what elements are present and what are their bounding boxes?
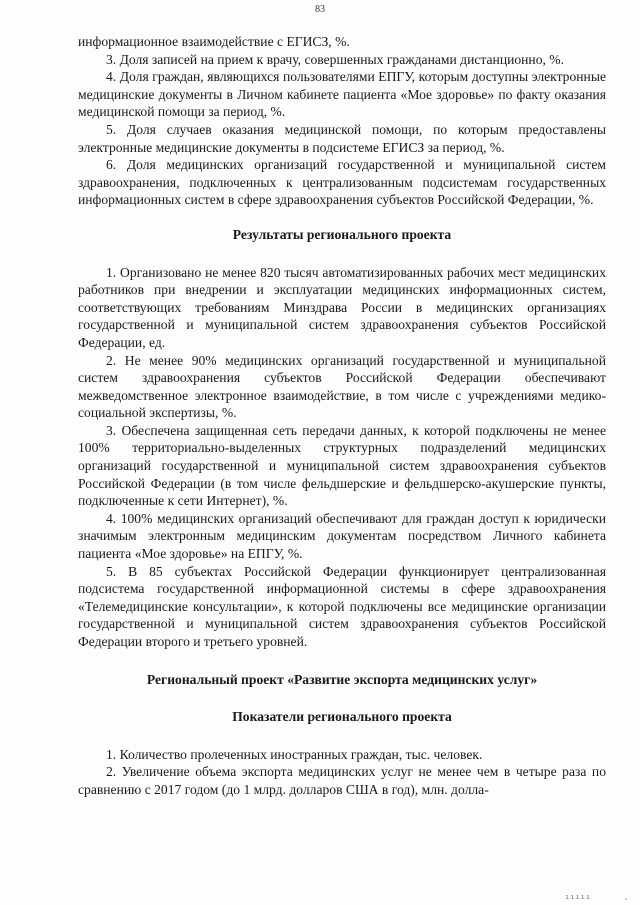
heading-indicators: Показатели регионального проекта [232,709,452,725]
paragraph: 1. Организовано не менее 820 тысяч автоматизированных рабочих мест медицинских работников при внедрении и эксплуатации медицинских информационных систем, соответствующих требованиям Минздрава России в медицинских организациях государственной и муниципальной систем здравоохранения субъектов Российской Федерации, ед. [78,264,606,350]
heading-results: Результаты регионального проекта [232,226,452,242]
scan-artifact: ııııı [565,893,592,901]
paragraph: 4. 100% медицинских организаций обеспечивают для граждан доступ к юридически значимым электронным медицинским документам посредством Личного кабинета пациента «Мое здоровье» на ЕПГУ, %. [78,510,606,562]
indicators-list [78,746,606,799]
paragraph: 4. Доля граждан, являющихся пользователями ЕПГУ, которым доступны электронные медицинские документы в Личном кабинете пациента «Мое здоровье» по факту оказания медицинской помощи за период, %. [78,69,606,120]
document-body [78,33,606,799]
indicators-continued [78,33,606,209]
scan-artifact: ‚ [624,893,630,901]
paragraph: 1. Количество пролеченных иностранных граждан, тыс. человек. [106,746,483,762]
page-number: 83 [315,4,325,15]
paragraph: 3. Обеспечена защищенная сеть передачи данных, к которой подключены не менее 100% территориально-выделенных структурных подразделений медицинских организаций государственной и муниципальной систем здравоохранения субъектов Российской Федерации (в том числе фельдшерские и фельдшерско-акушерские пункты, подключенные к сети Интернет), %. [78,422,606,509]
results-list [78,264,606,651]
heading-project: Региональный проект «Развитие экспорта медицинских услуг» [146,671,538,687]
paragraph: 2. Не менее 90% медицинских организаций государственной и муниципальной систем здравоохранения субъектов Российской Федерации обеспечивают межведомственное электронное взаимодействие, в том числе с учреждениями медико-социальной экспертизы, %. [78,352,606,421]
paragraph: 6. Доля медицинских организаций государственной и муниципальной систем здравоохранения, подключенных к централизованным подсистемам государственных информационных систем в сфере здравоохранения субъектов Российской Федерации, %. [78,157,606,208]
paragraph: информационное взаимодействие с ЕГИСЗ, %. [78,34,350,49]
paragraph: 5. Доля случаев оказания медицинской помощи, по которым предоставлены электронные медицинские документы в подсистеме ЕГИСЗ за период, %. [78,121,606,155]
paragraph: 3. Доля записей на прием к врачу, совершенных гражданами дистанционно, %. [106,51,565,67]
paragraph: 5. В 85 субъектах Российской Федерации функционирует централизованная подсистема государственной информационной системы в сфере здравоохранения «Телемедицинские консультации», к которой подключены все медицинские организации государственной и муниципальной систем здравоохранения субъектов Российской Федерации второго и третьего уровней. [78,563,606,649]
paragraph: 2. Увеличение объема экспорта медицинских услуг не менее чем в четыре раза по сравнению с 2017 годом (до 1 млрд. долларов США в год), млн. долла- [78,764,606,797]
